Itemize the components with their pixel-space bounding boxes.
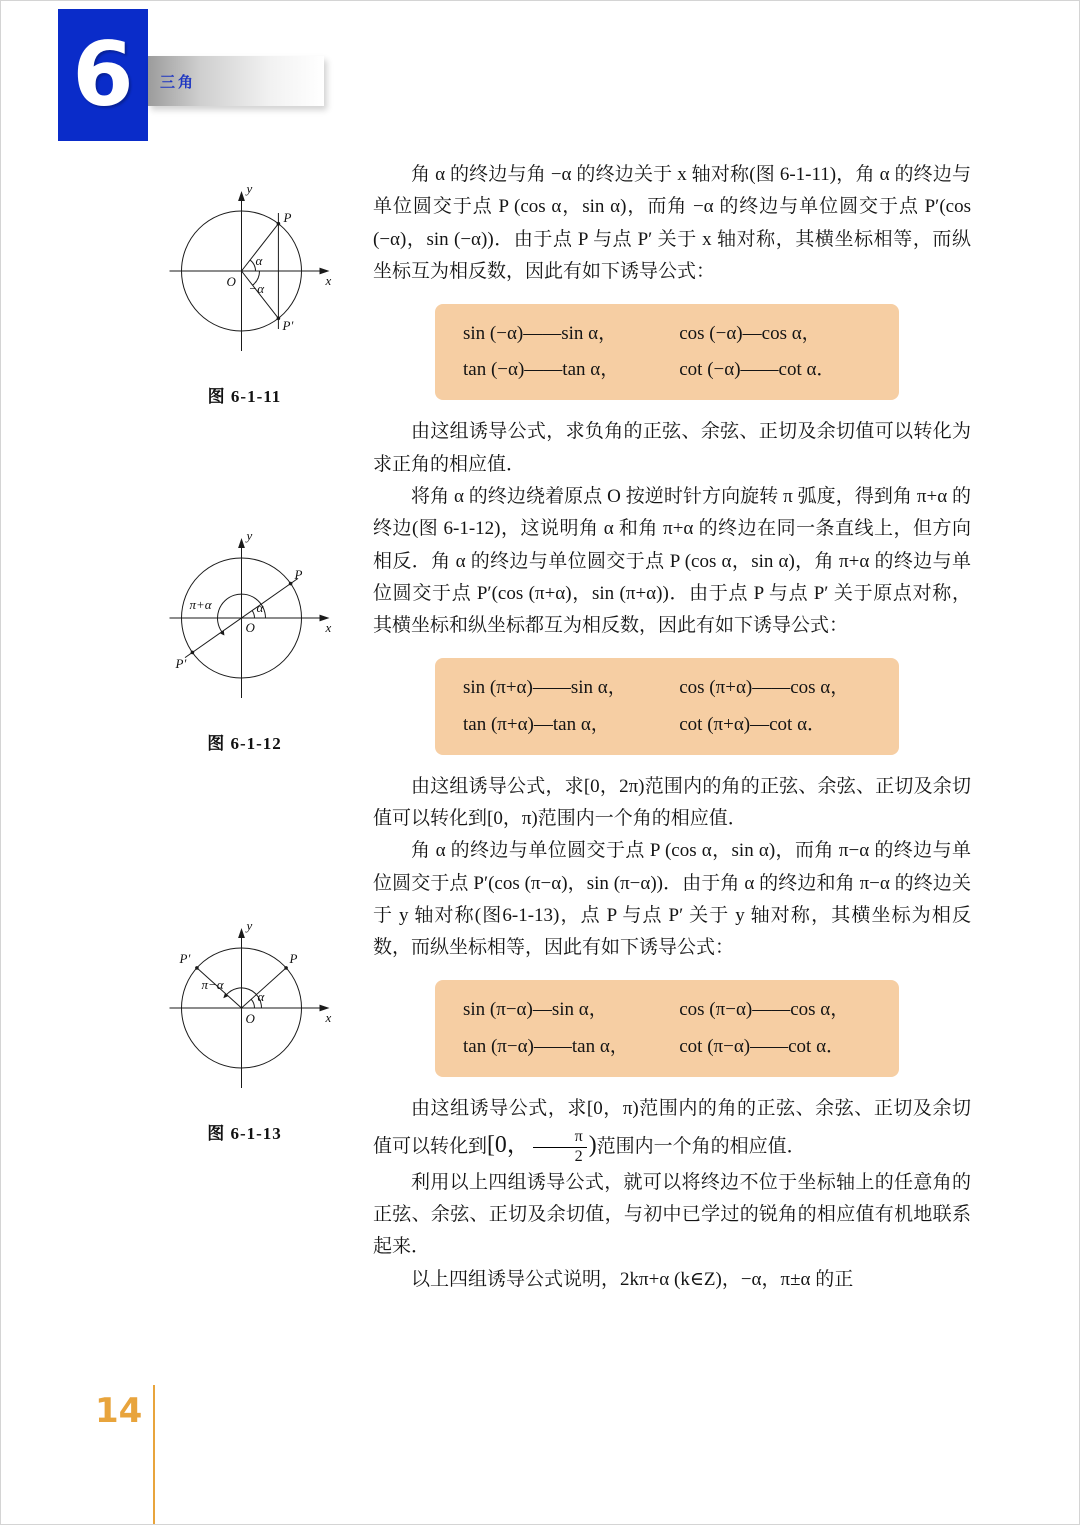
chapter-number: 6 — [72, 23, 134, 126]
figure-caption: 图 6-1-11 — [207, 387, 282, 406]
formula-row — [463, 992, 871, 1028]
fraction-numerator: π — [533, 1128, 587, 1148]
origin-label: O — [226, 274, 236, 289]
formula-tan: tan (π+α)—tan α， — [463, 713, 610, 735]
formula-sin: sin (−α)——sin α， — [463, 323, 618, 345]
formula-cos: cos (π−α)——cos α， — [679, 999, 850, 1021]
paragraph-3: 将角 α 的终边绕着原点 O 按逆时针方向旋转 π 弧度，得到角 π+α 的终边(图 6-1-12)，这说明角 α 和角 π+α 的终边在同一条直线上，但方向相反．角 α 的终边与单位圆交于点 P (cos α，sin α)，角 π+α 的终边与单位圆交于点 P′(cos (π+α)，sin (π+α))．由于点 P 与点 P′ 关于原点对称，其横坐标和纵坐标都互为相反数，因此有如下诱导公式： — [373, 485, 971, 637]
chapter-badge — [58, 9, 148, 141]
formula-row — [463, 316, 871, 352]
axis-label-x: x — [325, 273, 332, 288]
text-after-fraction: 范围内一个角的相应值． — [596, 1135, 806, 1157]
y-axis-arrow-icon — [238, 538, 245, 548]
formula-box-1 — [435, 304, 899, 400]
formula-row — [463, 707, 871, 743]
formula-sin: sin (π+α)——sin α， — [463, 677, 627, 699]
axis-label-x: x — [325, 620, 332, 635]
formula-row — [463, 352, 871, 388]
fraction-pi-over-2 — [533, 1128, 587, 1166]
paragraph-7: 利用以上四组诱导公式，就可以将终边不位于坐标轴上的任意角的正弦、余弦、正切及余切值，与初中已学过的锐角的相应值有机地联系起来． — [373, 1171, 971, 1258]
axis-label-x: x — [325, 1010, 332, 1025]
paragraph-8: 以上四组诱导公式说明，2kπ+α (k∈Z)，−α，π±α 的正 — [411, 1268, 854, 1290]
formula-cot: cot (−α)——cot α． — [679, 359, 836, 381]
interval-open-bracket: [0， — [487, 1131, 531, 1158]
formula-row — [463, 670, 871, 706]
interval-close-bracket: ) — [588, 1131, 597, 1158]
text-before-fraction: 由这组诱导公式，求[0，π)范围内的角的正弦、余弦、正切及余切值可以转化到 — [373, 1097, 971, 1157]
paragraph-6 — [373, 1093, 971, 1167]
formula-tan: tan (−α)——tan α， — [463, 359, 620, 381]
chapter-title-bar — [148, 56, 324, 106]
formula-cot: cot (π+α)—cot α． — [679, 713, 827, 735]
figure-6-1-13 — [147, 906, 342, 1144]
formula-cot: cot (π−α)——cot α． — [679, 1035, 846, 1057]
formula-tan: tan (π−α)——tan α， — [463, 1035, 629, 1057]
point-label-p: P — [294, 567, 303, 582]
angle-label-alpha: α — [256, 600, 264, 615]
paragraph-1: 角 α 的终边与角 −α 的终边关于 x 轴对称(图 6-1-11)，角 α 的终边与单位圆交于点 P (cos α，sin α)，而角 −α 的终边与单位圆交于点 P′(cos (−α)，sin (−α))．由于点 P 与点 P′ 关于 x 轴对称，其横坐标相等，而纵坐标互为相反数，因此有如下诱导公式： — [373, 164, 971, 282]
figure-6-1-12 — [147, 516, 342, 754]
angle-label-pi-plus-alpha: π+α — [189, 597, 212, 612]
point-label-p-prime: P′ — [179, 951, 191, 966]
formula-cos: cos (−α)—cos α， — [679, 323, 821, 345]
figure-caption: 图 6-1-13 — [207, 1124, 282, 1143]
origin-label: O — [245, 1011, 255, 1026]
formula-sin: sin (π−α)—sin α， — [463, 999, 608, 1021]
figure-caption: 图 6-1-12 — [207, 734, 282, 753]
point-label-p: P — [289, 951, 298, 966]
page-number: 14 — [95, 1391, 143, 1431]
paragraph-2: 由这组诱导公式，求负角的正弦、余弦、正切及余切值可以转化为求正角的相应值． — [373, 421, 971, 475]
paragraph-4: 由这组诱导公式，求[0，2π)范围内的角的正弦、余弦、正切及余切值可以转化到[0，π)范围内一个角的相应值． — [373, 775, 971, 829]
angle-label-neg-alpha: −α — [248, 281, 265, 296]
y-axis-arrow-icon — [238, 191, 245, 201]
content-column — [373, 159, 971, 1296]
unit-circle-diagram-3 — [147, 906, 342, 1106]
origin-label: O — [245, 620, 255, 635]
formula-box-2 — [435, 658, 899, 754]
point-label-p-prime: P′ — [175, 656, 187, 671]
unit-circle-diagram-2 — [147, 516, 342, 716]
formula-cos: cos (π+α)——cos α， — [679, 677, 850, 699]
fraction-denominator: 2 — [574, 1148, 583, 1166]
formula-row — [463, 1029, 871, 1065]
axis-label-y: y — [246, 181, 253, 196]
axis-label-y: y — [246, 528, 253, 543]
angle-label-pi-minus-alpha: π−α — [201, 977, 224, 992]
axis-label-y: y — [246, 918, 253, 933]
point-label-p: P — [283, 210, 292, 225]
point-label-p-prime: P′ — [282, 318, 294, 333]
unit-circle-diagram-1 — [147, 169, 342, 369]
y-axis-arrow-icon — [238, 928, 245, 938]
angle-label-alpha: α — [257, 989, 265, 1004]
figure-6-1-11 — [147, 169, 342, 407]
page-number-rule — [153, 1385, 155, 1525]
paragraph-5: 角 α 的终边与单位圆交于点 P (cos α，sin α)，而角 π−α 的终边与单位圆交于点 P′(cos (π−α)，sin (π−α))．由于角 α 的终边和角 π−α 的终边关于 y 轴对称(图6-1-13)，点 P 与点 P′ 关于 y 轴对称，其横坐标为相反数，而纵坐标相等，因此有如下诱导公式： — [373, 840, 971, 959]
angle-label-alpha: α — [255, 253, 263, 268]
chapter-title: 三角 — [160, 72, 197, 91]
formula-box-3 — [435, 980, 899, 1076]
